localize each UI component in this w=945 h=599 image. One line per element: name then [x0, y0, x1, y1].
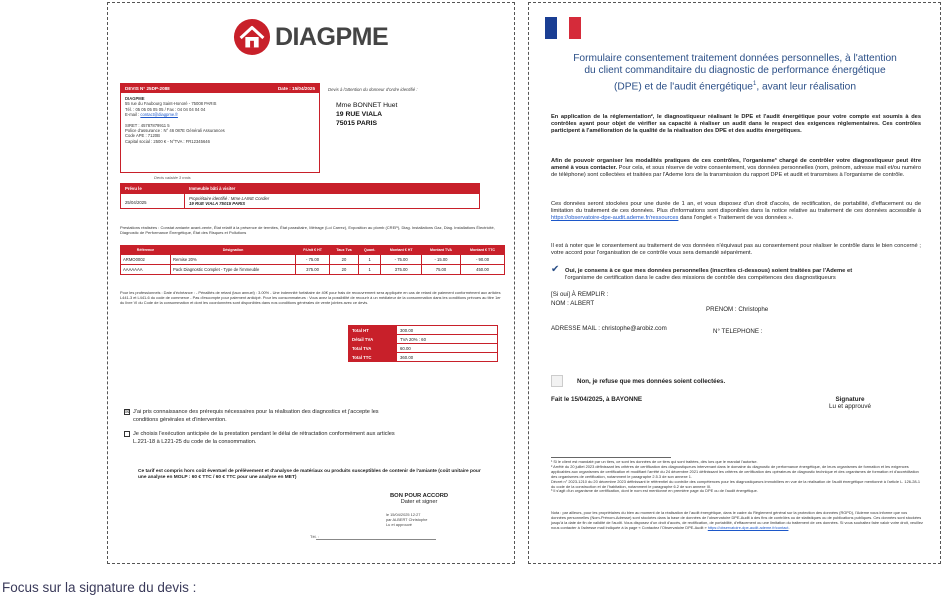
telephone-field[interactable]: N° TELEPHONE : — [713, 328, 763, 335]
storage-paragraph — [551, 201, 921, 223]
table-row — [349, 335, 498, 344]
footnotes — [551, 457, 923, 494]
nom-field[interactable]: NOM : ALBERT — [551, 300, 595, 307]
client-address — [336, 101, 397, 128]
company-line: SIRET : 45787879911 5 — [125, 122, 170, 128]
anticipated-execution-label: Je choisis l'exécution anticipée de la prestation pendant le délai de rétractation conformément aux articles L.221-18 à L221-25 du code de la consommation. — [133, 431, 395, 445]
flag-blue-stripe — [545, 17, 557, 39]
consent-yes-option — [551, 264, 921, 282]
brand-name: DIAGPME — [275, 22, 389, 51]
contact-paragraph-rest: Pour cela, et sous réserve de votre consentement, vos données personnelles (nom, prénom, adresse mail et/ou numéro de téléphone) sont collectées et traitées par l'Ademe lors de la transmission du rapport DPE et audit et transmises à l'organisme de contrôle. — [551, 165, 921, 179]
item-cell: 375.00 — [296, 265, 330, 275]
regulation-paragraph: En application de la réglementation², le diagnostiqueur réalisant le DPE et l'audit énergétique pour votre compte est soumis à des contrôles ayant pour objet de vérifier sa capacité à réaliser un audit dans le respect des exigences réglementaires. Ces contrôles participent à l'amélioration de la qualité de la réalisation des DPE et des audits énergétiques. — [551, 114, 921, 135]
items-header-cell: Quant. — [358, 246, 381, 255]
electronic-signature-info — [386, 513, 427, 527]
caption: Focus sur la signature du devis : — [2, 580, 197, 595]
item-cell: - 90.00 — [461, 255, 505, 265]
approval-title: BON POUR ACCORD — [390, 493, 449, 499]
tel-underline — [316, 539, 436, 540]
approval-subtitle: Dater et signer — [400, 499, 438, 505]
flag-red-stripe — [569, 17, 581, 39]
prerequisites-label: J'ai pris connaissance des prérequis nécessaires pour la réalisation des diagnostics et j'accepte les conditions générales et d'intervention. — [133, 409, 379, 423]
site-details — [185, 194, 480, 209]
place-date: Fait le 15/04/2025, à BAYONNE — [551, 396, 643, 403]
title-fragment: , avant leur réalisation — [756, 81, 856, 93]
site-table — [120, 183, 480, 209]
consent-yes-rest: l'organisme de certification dans le cadre des missions de contrôle des compétences des diagnostiqueurs — [565, 275, 836, 282]
total-label: Total TTC — [349, 353, 397, 362]
total-value: 360.00 — [397, 353, 498, 362]
site-owner: Propriétaire identifié : Mme LAINE Cordier — [189, 196, 270, 201]
signature-line: par ALBERT Christophe — [386, 516, 428, 522]
email-field[interactable]: ADRESSE MAIL : christophe@arobiz.com — [551, 325, 667, 332]
site-date: 25/04/2025 — [121, 194, 185, 209]
rgpd-note-text: Nota : par ailleurs, pour les propriétaires du bien au moment de la réalisation de l'audit énergétique, dans le cadre du Règlement général sur la protection des données (RGPD), l'Ademe vous informe que vos données personnelles (Nom-Prénom-Adresse) sont stockées dans la base de données de l'observatoire DPE-Audit à des fins de contrôles ou de statistiques ou de publications publiques. Ces données sont stockées jusqu'à la date de fin de validité de l'audit. Vous disposez d'un droit d'accès, de rectification, de portabilité, d'effacement ou une limitation du traitement de ces données. Si vous souhaitez faire valoir votre droit, veuillez nous contacter à l'adresse mail indiquée à la page « Contactez l'Observatoire DPE-Audit » — [551, 510, 923, 530]
client-line: 75015 PARIS — [336, 120, 378, 127]
devis-number: DEVIS N° 25DP-2088 — [125, 86, 170, 91]
table-row — [349, 344, 498, 353]
table-row — [349, 353, 498, 362]
fill-if-yes-label: [Si oui] À REMPLIR : — [551, 291, 609, 298]
company-email-link[interactable]: contact@diagpme.fr — [140, 112, 178, 118]
title-line: du client commanditaire du diagnostic de performance énergétique — [584, 65, 886, 77]
company-line: Police d'assurance : N° 46 087E Générali Assurances — [125, 128, 225, 134]
item-cell: 1 — [358, 265, 381, 275]
prestations-text: Prestations réalisées : Constat amiante avant-vente, État relatif à la présence de termites, État parasitaire, Métrage (Loi Carrez), Exposition au plomb (CREP), Diag. Installations Gaz, Diag. Installations Électricité, Diagnostic de Performance Énergétique, État des Risques et Pollutions — [120, 225, 495, 236]
item-cell: - 15.00 — [421, 255, 460, 265]
company-line: Code APE : 7120B — [125, 133, 160, 139]
prerequisites-checkbox[interactable]: ☒ — [125, 409, 130, 415]
site-header-cell: Prévu le — [121, 184, 185, 194]
total-label: Total TVA — [349, 344, 397, 353]
title-line: Formulaire consentement traitement données personnelles, à l'attention — [573, 53, 897, 64]
check-row — [124, 408, 404, 424]
validity-note: Devis valable 3 mois — [154, 175, 191, 180]
devis-date: Date : 15/04/2025 — [277, 86, 315, 91]
item-cell: 20 — [330, 265, 359, 275]
signature-approval: Lu et approuvé — [829, 403, 872, 410]
contact-paragraph — [551, 158, 921, 180]
items-header-cell: Désignation — [171, 246, 296, 255]
consent-yes-text — [551, 264, 921, 282]
company-details — [121, 93, 319, 147]
signature-line: le 15/04/2025 12:27 — [386, 512, 421, 517]
item-cell: ARMO0002 — [121, 255, 171, 265]
contact-paragraph-bold: Afin de pouvoir organiser les modalités pratiques de ces contrôles, l'organisme³ chargé de contrôler votre diagnostiqueur peut être amené à vous contacter. — [551, 158, 921, 172]
table-row — [349, 326, 498, 335]
items-header-cell: Montant € HT — [381, 246, 421, 255]
items-header-cell: Taux Tva — [330, 246, 359, 255]
item-cell: 75.00 — [421, 265, 460, 275]
storage-text: Ces données seront stockées pour une durée de 1 an, et vous disposez d'un droit d'accès, de rectification, de portabilité, d'effacement ou de limitation du traitement de ces données. Plus d'informations sont disponibles dans la notice relative au traitement de ces données accessible à — [551, 201, 921, 215]
client-hint: Devis à l'attention du donneur d'ordre identifié : — [328, 87, 418, 92]
company-line: 55 rue du Faubourg Saint-Honoré - 75008 PARIS — [125, 101, 217, 107]
control-paragraph: Il est à noter que le consentement au traitement de vos données n'équivaut pas au consentement pour réaliser le contrôle dans le bien concerné ; votre accord pour l'organisation de ce contrôle vous sera demandé séparément. — [551, 243, 921, 257]
total-label: Détail TVA — [349, 335, 397, 344]
total-label: Total HT — [349, 326, 397, 335]
rgpd-note-text: . — [788, 524, 790, 530]
company-line: Tél. : 05 05 05 05 05 / Fax : 04 04 04 04 04 — [125, 106, 206, 112]
item-cell: Pack Diagnostic Complet - Type de l'immeuble — [171, 265, 296, 275]
item-cell: - 75.00 — [381, 255, 421, 265]
item-cell: 1 — [358, 255, 381, 265]
consent-no-checkbox[interactable] — [551, 375, 563, 387]
item-cell: 20 — [330, 255, 359, 265]
title-fragment: (DPE) et de l'audit énergétique — [613, 81, 753, 93]
french-flag-icon — [545, 17, 581, 39]
item-cell: 450.00 — [461, 265, 505, 275]
items-header-cell: Montant TVA — [421, 246, 460, 255]
storage-text: dans l'onglet « Traitement de vos données ». — [678, 215, 793, 222]
signature-line: Lu et approuvé — [386, 521, 412, 527]
consent-yes-bold: Oui, je consens à ce que mes données personnelles (inscrites ci-dessous) soient traitées par l'Ademe et — [565, 268, 853, 274]
consent-no-option — [551, 375, 725, 387]
items-table — [120, 245, 505, 275]
checkmark-icon[interactable]: ✔ — [551, 264, 560, 275]
item-cell: 375.00 — [381, 265, 421, 275]
title-footnote-mark: 1 — [752, 80, 757, 87]
footnote-rule — [551, 457, 671, 458]
site-header-cell: Immeuble bâti à visiter — [185, 184, 480, 194]
table-row — [121, 265, 505, 275]
payment-terms: Pour les professionnels : Date d'échéance : - Pénalités de retard (taux annuel) : 3.00% - Une indemnité forfaitaire de 40€ pour frais de recouvrement sera appliquée en cas de retard de paiement conformément aux articles L441-3 et L441-6 du code de commerce - Pas d'escompte pour paiement anticipé. Pour les consommateurs : Vous avez la possibilité de recourir à un médiateur de la consommation dans les conditions prévues au titre 1er du livre VI du Code de la consommation et dont les coordonnées sont disponibles dans nos conditions générales de vente jointes avec ce devis. — [120, 290, 501, 306]
flag-white-stripe — [557, 17, 569, 39]
prenom-field[interactable]: PRENOM : Christophe — [706, 306, 769, 313]
signature-block — [829, 396, 871, 410]
total-value: 60.00 — [397, 344, 498, 353]
check-row — [124, 430, 404, 446]
client-line: 19 RUE VIALA — [336, 111, 383, 118]
total-value: TVA 20% : 60 — [397, 335, 498, 344]
company-line: E-mail : — [125, 112, 141, 118]
devis-header — [121, 84, 319, 93]
item-cell: Remise 20% — [171, 255, 296, 265]
totals-table — [348, 325, 498, 362]
title-line — [549, 78, 921, 94]
asbestos-pricing-note: Ce tarif est compris hors coût éventuel de prélèvement et d'analyse de matériaux ou produits susceptibles de contenir de l'amiante (coût unitaire pour une analyse en MOLP : 60 € TTC / 60 € TTC pour une analyse en MET) — [138, 469, 481, 481]
item-cell: AAAAAAA — [121, 265, 171, 275]
items-header-cell: P.Unit € HT — [296, 246, 330, 255]
total-value: 300.00 — [397, 326, 498, 335]
tel-label: Tél. : — [310, 534, 319, 539]
consent-no-label: Non, je refuse que mes données soient collectées. — [577, 377, 726, 385]
items-header-row — [121, 246, 505, 255]
ademe-resources-link[interactable]: https://observatoire-dpe-audit.ademe.fr/ressources — [551, 215, 679, 222]
devis-page — [107, 2, 515, 564]
items-header-cell: Montant € TTC — [461, 246, 505, 255]
form-title — [549, 53, 921, 94]
acceptance-checks — [124, 408, 404, 452]
footnote: ³ Il s'agit d'un organisme de certification, dont le nom est mentionné en première page du DPE ou de l'audit énergétique. — [551, 488, 758, 494]
company-line: Capital social : 2500 € - N°TVA : FR12345646 — [125, 138, 210, 144]
item-cell: - 75.00 — [296, 255, 330, 265]
client-line: Mme BONNET Huet — [336, 102, 398, 109]
footnote: ² Arrêté du 20 juillet 2023 définissant les critères de certification des diagnostiqueurs intervenant dans le domaine du diagnostic de performance énergétique, de leurs organismes de formation et les exigences applicables aux organismes de certification et modifiant l'arrêté du 24 décembre 2021 définissant les critères de certification des opérateurs de diagnostic technique et des organismes de formation et d'accréditation des organismes de certification, notamment le paragraphe 2.5.3 de son annexe 1. — [551, 463, 919, 479]
company-line: DIAGPME — [125, 96, 145, 101]
rgpd-note — [551, 511, 923, 531]
company-info-box — [120, 83, 320, 173]
site-address: 19 RUE VIALA 75015 PARIS — [189, 201, 246, 206]
footnote: Décret n° 2023-1210 du 20 décembre 2023 définissant le référentiel du contrôle des compétences pour les diagnostiqueurs immobiliers en vue de la réalisation de l'audit énergétique mentionné à l'article L. 126-28-1 du code de la construction et de l'habitation, notamment le paragraphe 6.2 de son annexe III. — [551, 478, 920, 489]
anticipated-execution-checkbox[interactable] — [124, 431, 130, 437]
table-row — [121, 255, 505, 265]
diagpme-logo — [233, 17, 388, 57]
house-logo-icon — [233, 18, 271, 56]
observatoire-contact-link[interactable]: https://observatoire-dpe-audit.ademe.fr/contact — [707, 524, 789, 530]
consent-form-page — [528, 2, 941, 564]
signature-label: Signature — [835, 396, 865, 403]
footnote: ¹ Si le client est mandaté par un tiers, ce sont les données de ce tiers qui sont traitées, dès lors que le mandat l'autorise. — [551, 459, 758, 464]
approval-block — [390, 493, 448, 505]
items-header-cell: Référence — [121, 246, 171, 255]
